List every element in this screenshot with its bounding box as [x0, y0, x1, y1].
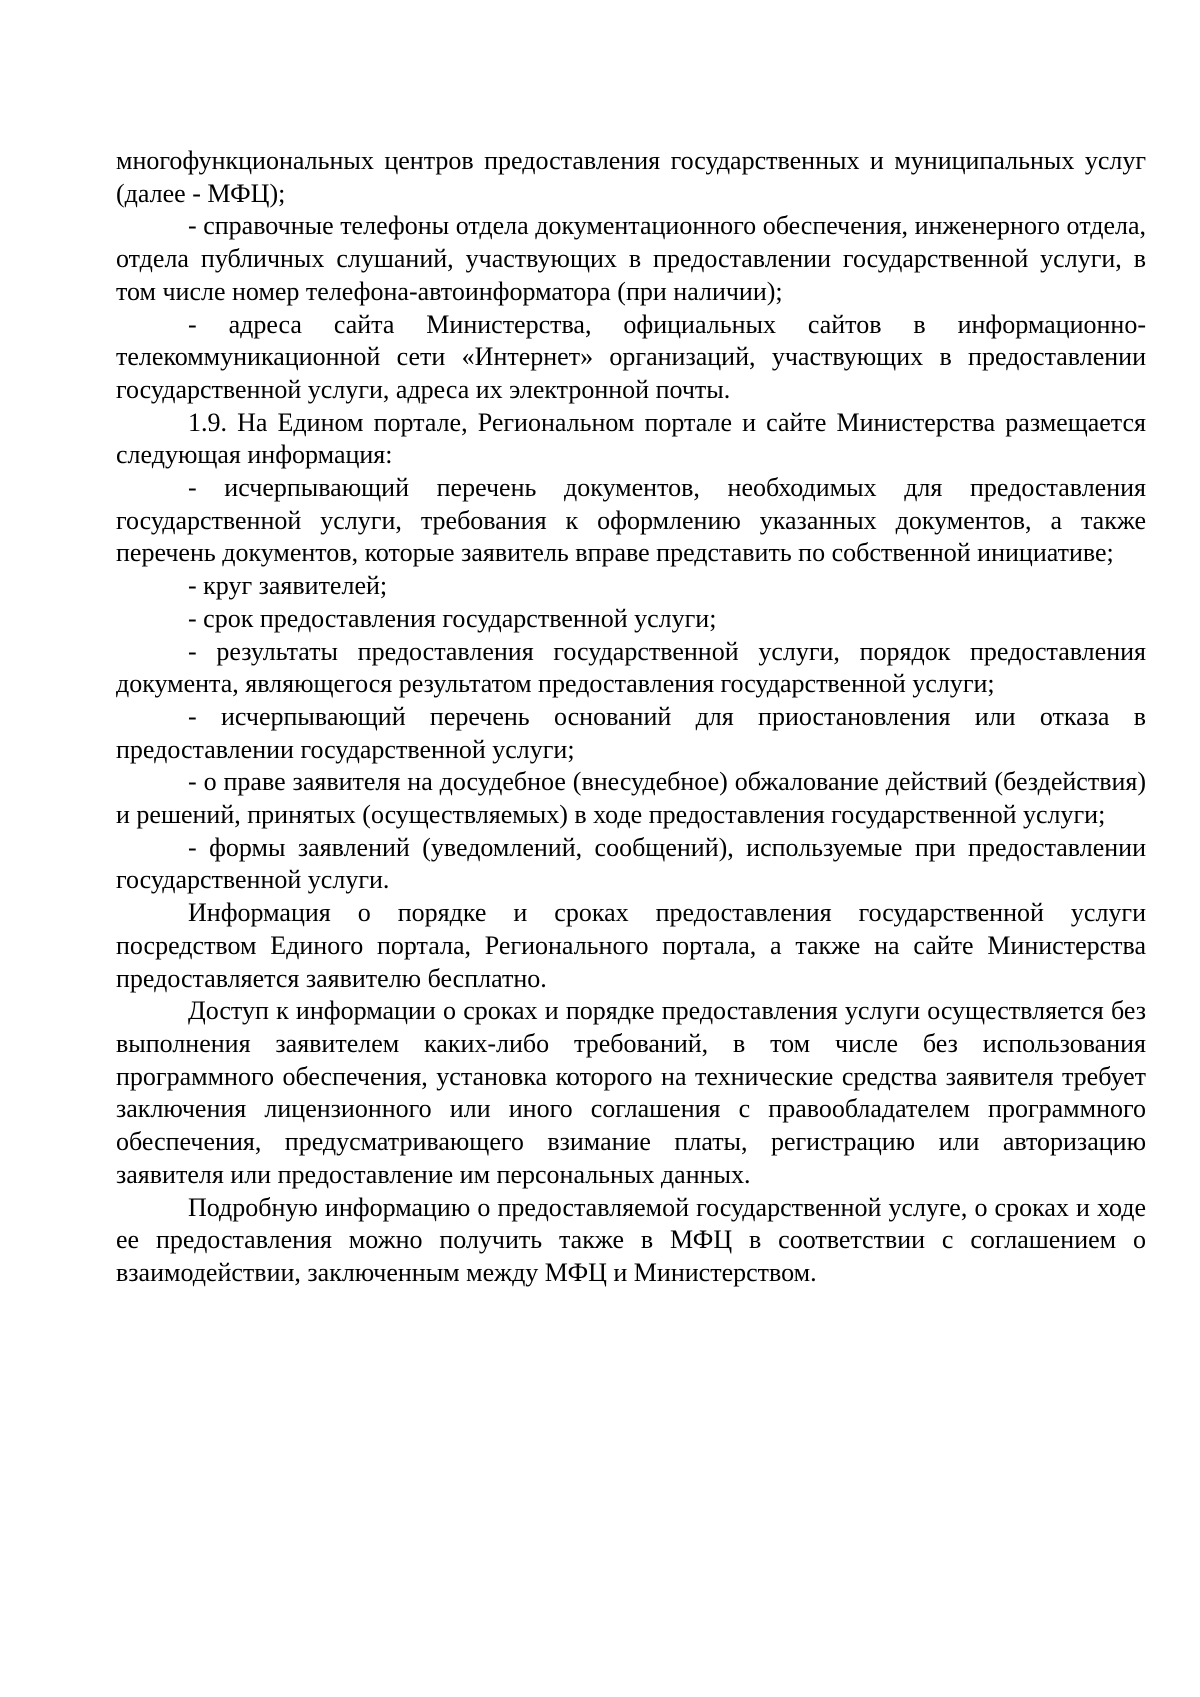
paragraph-deadline: - срок предоставления государственной услуги; [188, 603, 717, 633]
paragraph-documents-list: - исчерпывающий перечень документов, необходимых для предоставления государственной услуги, требования к оформлению указанных документов, а также перечень документов, которые заявитель вправе представить по собственной инициативе; [116, 473, 1146, 568]
paragraph-results: - результаты предоставления государственной услуги, порядок предоставления документа, являющегося результатом предоставления государственной услуги; [116, 636, 1146, 699]
paragraph-access: Доступ к информации о сроках и порядке предоставления услуги осуществляется без выполнения заявителем каких-либо требований, в том числе без использования программного обеспечения, установка которого на технические средства заявителя требует заключения лицензионного или иного соглашения с правообладателем программного обеспечения, предусматривающего взимание платы, регистрацию или авторизацию заявителя или предоставление им персональных данных. [116, 996, 1146, 1189]
paragraph-free-info: Информация о порядке и сроках предоставления государственной услуги посредством Единого портала, Регионального портала, а также на сайте Министерства предоставляется заявителю бесплатно. [116, 898, 1146, 993]
paragraph-mfc-info: Подробную информацию о предоставляемой государственной услуге, о сроках и ходе ее предоставления можно получить также в МФЦ в соответствии с соглашением о взаимодействии, заключенным между МФЦ и Министерством. [116, 1192, 1146, 1287]
paragraph-grounds: - исчерпывающий перечень оснований для приостановления или отказа в предоставлении государственной услуги; [116, 701, 1146, 764]
paragraph-forms: - формы заявлений (уведомлений, сообщений), используемые при предоставлении государственной услуги. [116, 832, 1146, 895]
paragraph-appeal: - о праве заявителя на досудебное (внесудебное) обжалование действий (бездействия) и решений, принятых (осуществляемых) в ходе предоставления государственной услуги; [116, 767, 1146, 830]
paragraph-phones: - справочные телефоны отдела документационного обеспечения, инженерного отдела, отдела публичных слушаний, участвующих в предоставлении государственной услуги, в том числе номер телефона-автоинформатора (при наличии); [116, 211, 1146, 306]
paragraph-mfc-continuation: многофункциональных центров предоставления государственных и муниципальных услуг (далее - МФЦ); [116, 146, 1146, 208]
document-body [116, 145, 1146, 1290]
paragraph-section-1-9: 1.9. На Едином портале, Региональном портале и сайте Министерства размещается следующая информация: [116, 407, 1146, 470]
paragraph-websites: - адреса сайта Министерства, официальных сайтов в информационно-телекоммуникационной сети «Интернет» организаций, участвующих в предоставлении государственной услуги, адреса их электронной почты. [116, 309, 1146, 404]
paragraph-applicants: - круг заявителей; [188, 571, 388, 601]
